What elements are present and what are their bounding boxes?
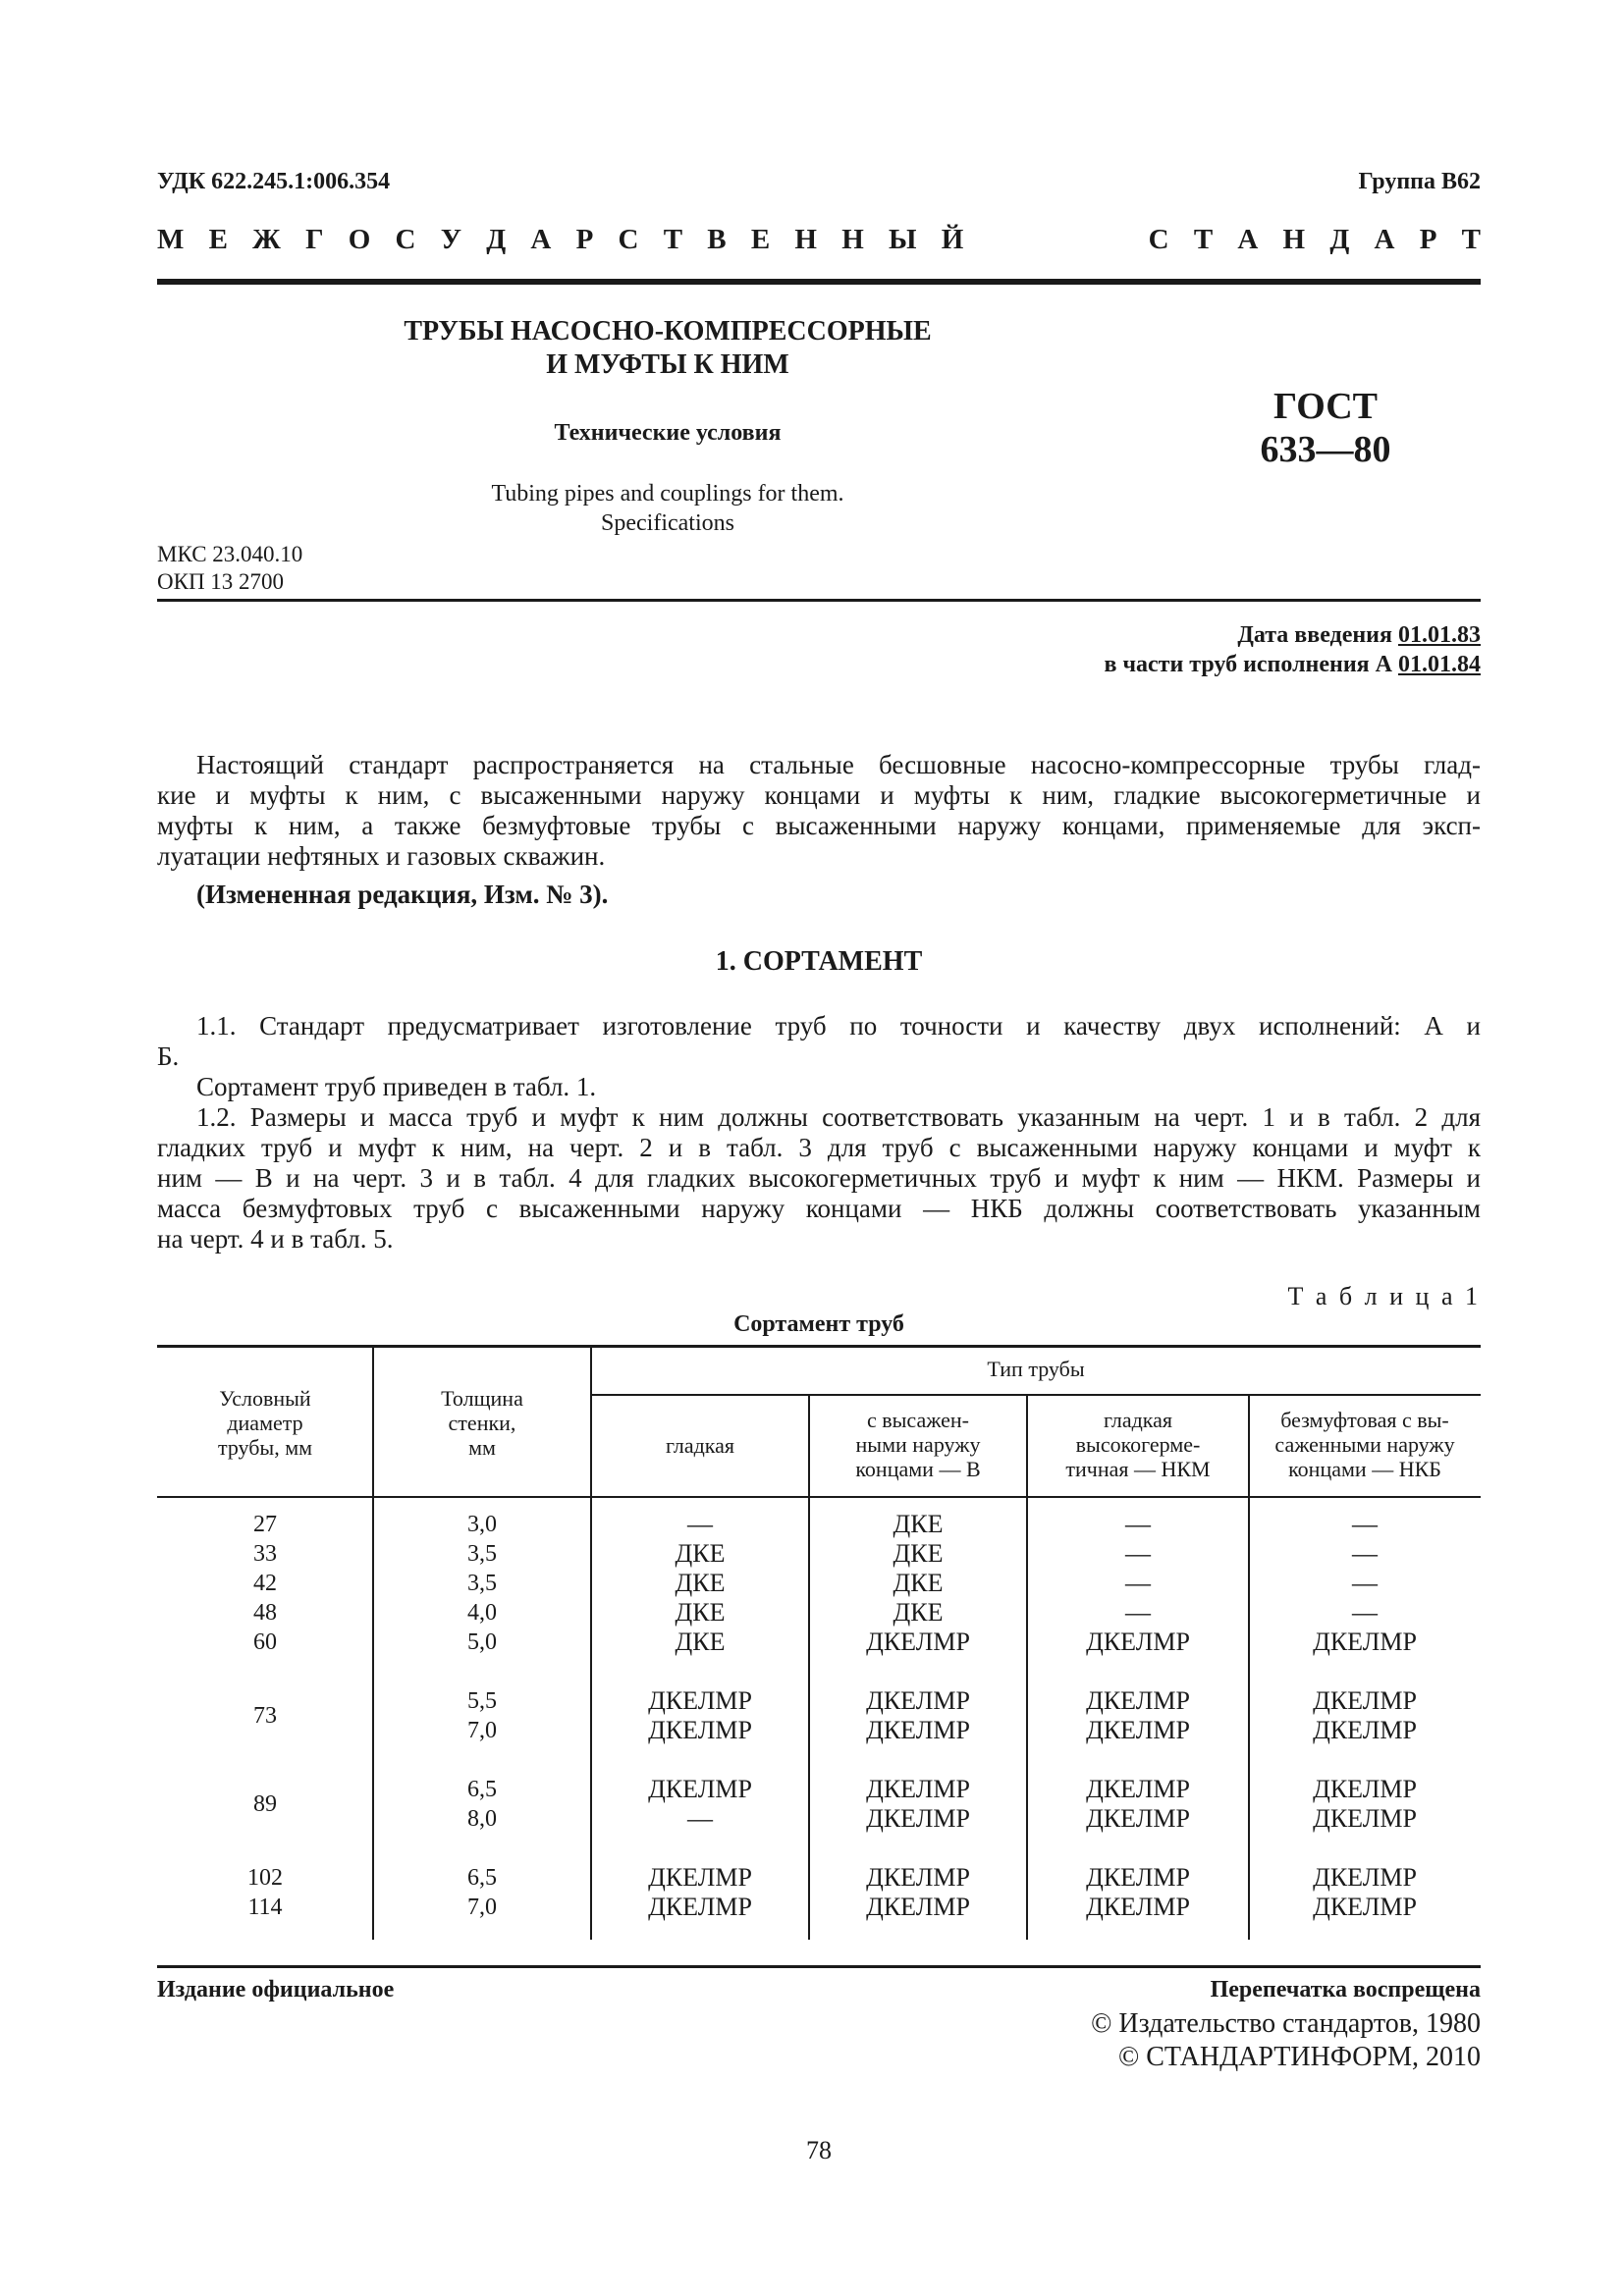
partA-date-label: в части труб исполнения А <box>1104 652 1392 677</box>
table-cell: — <box>687 1804 713 1833</box>
interstate-label: М Е Ж Г О С У Д А Р С Т В Е Н Н Ы Й <box>157 224 964 255</box>
table-caption: Сортамент труб <box>733 1311 904 1337</box>
header-diameter-l1: Условный <box>219 1386 311 1411</box>
table-cell: — <box>1352 1569 1378 1597</box>
table-cell: ДКЕЛМР <box>866 1686 970 1715</box>
table-cell: ДКЕЛМР <box>1313 1686 1417 1715</box>
header-smooth <box>591 1433 809 1458</box>
table-cell: 48 <box>253 1600 277 1626</box>
footer-rule <box>157 1965 1481 1968</box>
table-cell: — <box>1125 1539 1151 1568</box>
table-header-rule <box>157 1496 1481 1498</box>
copyright-1: © Издательство стандартов, 1980 <box>1091 2008 1481 2039</box>
header-nkm <box>1027 1408 1249 1481</box>
table-cell: — <box>1352 1539 1378 1568</box>
table-type-rule <box>591 1394 1481 1396</box>
header-nkm-l1: гладкая <box>1103 1408 1173 1432</box>
header-nkm-l3: тичная — НКМ <box>1065 1457 1211 1481</box>
table-cell: ДКЕЛМР <box>1086 1893 1190 1921</box>
intro-line-4: луатации нефтяных и газовых скважин. <box>157 841 606 871</box>
intro-date-label: Дата введения <box>1237 622 1392 648</box>
table-cell: 8,0 <box>467 1806 497 1832</box>
table-cell: 42 <box>253 1571 277 1596</box>
revision-note: (Измененная редакция, Изм. № 3). <box>196 880 609 909</box>
table-cell-diameter: 73 <box>253 1703 277 1729</box>
p3-line-1: 1.2. Размеры и масса труб и муфт к ним должны соответствовать указанным на черт. 1 и в табл. 2 для <box>196 1102 1481 1132</box>
table-cell: ДКЕ <box>675 1628 726 1656</box>
mks-code: МКС 23.040.10 <box>157 542 303 566</box>
p2-line: Сортамент труб приведен в табл. 1. <box>196 1072 597 1101</box>
section-heading: 1. СОРТАМЕНТ <box>715 946 923 977</box>
table-cell: ДКЕЛМР <box>1086 1775 1190 1803</box>
table-cell: ДКЕЛМР <box>648 1863 752 1892</box>
table-cell: ДКЕЛМР <box>1313 1863 1417 1892</box>
table-cell: 5,0 <box>467 1629 497 1655</box>
gost-label: ГОСТ <box>1272 386 1379 427</box>
table-cell: ДКЕ <box>893 1510 944 1538</box>
table-cell: ДКЕЛМР <box>866 1775 970 1803</box>
table-cell: ДКЕЛМР <box>1086 1716 1190 1744</box>
table-cell: ДКЕЛМР <box>1313 1716 1417 1744</box>
english-title-2: Specifications <box>601 510 734 536</box>
header-upset-l3: концами — В <box>855 1457 981 1481</box>
header-diameter <box>157 1386 373 1460</box>
table-cell: — <box>1125 1598 1151 1627</box>
english-title-1: Tubing pipes and couplings for them. <box>491 481 844 507</box>
table-cell: 114 <box>247 1895 283 1920</box>
table-label: Т а б л и ц а 1 <box>1287 1282 1481 1310</box>
table-cell: 5,5 <box>467 1688 497 1714</box>
table-cell: — <box>1352 1510 1378 1538</box>
intro-date-line <box>1237 622 1481 649</box>
p3-line-3: ним — В и на черт. 3 и в табл. 4 для гладких высокогерметичных труб и муфт к ним — НКМ. Размеры и <box>157 1163 1481 1193</box>
udk-code: УДК 622.245.1:006.354 <box>157 169 391 194</box>
p3-line-2: гладких труб и муфт к ним, на черт. 2 и в табл. 3 для труб с высаженными наружу концами и муфт к <box>157 1133 1481 1162</box>
table-cell: ДКЕЛМР <box>866 1863 970 1892</box>
table-cell: 4,0 <box>467 1600 497 1626</box>
table-cell: ДКЕ <box>893 1539 944 1568</box>
header-nkm-l2: высокогерме- <box>1075 1432 1201 1457</box>
reprint-note: Перепечатка воспрещена <box>1210 1977 1481 2002</box>
table-cell: 27 <box>253 1512 277 1537</box>
intro-line-2: кие и муфты к ним, с высаженными наружу концами и муфты к ним, гладкие высокогерметичные и <box>157 780 1481 810</box>
table-cell: ДКЕЛМР <box>648 1893 752 1921</box>
partA-date-value: 01.01.84 <box>1398 652 1481 677</box>
title-subtitle: Технические условия <box>554 420 782 446</box>
table-cell: ДКЕЛМР <box>1086 1628 1190 1656</box>
header-diameter-l2: диаметр <box>227 1411 303 1435</box>
p3-line-4: масса безмуфтовых труб с высаженными наружу концами — НКБ должны соответствовать указанным <box>157 1194 1481 1223</box>
p1-line-2: Б. <box>157 1041 180 1071</box>
title-line-2: И МУФТЫ К НИМ <box>546 349 789 380</box>
section-paragraphs <box>157 1011 1481 1255</box>
header-nkb <box>1249 1408 1481 1481</box>
title-rule <box>157 599 1481 602</box>
table-cell: 102 <box>247 1865 283 1891</box>
intro-line-1: Настоящий стандарт распространяется на стальные бесшовные насосно-компрессорные трубы глад- <box>196 750 1481 779</box>
table-cell: 3,0 <box>467 1512 497 1537</box>
table-cell: ДКЕЛМР <box>866 1716 970 1744</box>
table-cell: — <box>1352 1598 1378 1627</box>
table-cell: ДКЕЛМР <box>1086 1686 1190 1715</box>
header-thickness-l1: Толщина <box>441 1386 523 1411</box>
p1-line-1: 1.1. Стандарт предусматривает изготовление труб по точности и качеству двух исполнений: А и <box>196 1011 1481 1041</box>
header-type-group: Тип трубы <box>987 1357 1085 1381</box>
table-cell: 7,0 <box>467 1895 497 1920</box>
header-nkb-l1: безмуфтовая с вы- <box>1280 1408 1449 1432</box>
header-upset-l2: ными наружу <box>855 1432 981 1457</box>
table-cell: — <box>1125 1510 1151 1538</box>
page-number: 78 <box>806 2136 832 2164</box>
p3-line-5: на черт. 4 и в табл. 5. <box>157 1224 394 1254</box>
table-cell: 33 <box>253 1541 277 1567</box>
header-thickness-l2: стенки, <box>448 1411 516 1435</box>
header-smooth-l1: гладкая <box>665 1433 735 1458</box>
table-cell: — <box>1125 1569 1151 1597</box>
copyright-2: © СТАНДАРТИНФОРМ, 2010 <box>1117 2042 1481 2072</box>
table-cell: ДКЕЛМР <box>648 1716 752 1744</box>
table-cell: ДКЕ <box>675 1598 726 1627</box>
table-cell: ДКЕЛМР <box>648 1686 752 1715</box>
intro-line-3: муфты к ним, а также безмуфтовые трубы с высаженными наружу концами, применяемые для эксп- <box>157 811 1481 840</box>
table-cell: ДКЕЛМР <box>648 1775 752 1803</box>
edition-note: Издание официальное <box>157 1977 395 2002</box>
table-cell: ДКЕЛМР <box>1313 1804 1417 1833</box>
table-cell: ДКЕ <box>675 1539 726 1568</box>
table-cell: ДКЕЛМР <box>866 1804 970 1833</box>
table-cell-diameter: 89 <box>253 1791 277 1817</box>
table-cell: 6,5 <box>467 1865 497 1891</box>
okp-code: ОКП 13 2700 <box>157 569 285 594</box>
table-cell: ДКЕ <box>893 1598 944 1627</box>
header-upset-l1: с высажен- <box>866 1408 969 1432</box>
header-diameter-l3: трубы, мм <box>217 1435 313 1460</box>
table-cell: 3,5 <box>467 1541 497 1567</box>
table-cell: ДКЕЛМР <box>866 1628 970 1656</box>
header-rule <box>157 279 1481 285</box>
intro-paragraph <box>157 750 1481 872</box>
table-cell: ДКЕЛМР <box>1313 1893 1417 1921</box>
table-cell: ДКЕЛМР <box>1313 1628 1417 1656</box>
header-thickness <box>373 1386 591 1460</box>
table-cell: 3,5 <box>467 1571 497 1596</box>
title-line-1: ТРУБЫ НАСОСНО-КОМПРЕССОРНЫЕ <box>404 316 932 347</box>
intro-date-value: 01.01.83 <box>1398 622 1481 648</box>
partA-date-line <box>1105 652 1481 678</box>
table-cell: ДКЕЛМР <box>1086 1863 1190 1892</box>
gost-number: 633—80 <box>1260 429 1391 470</box>
table-cell: ДКЕ <box>893 1569 944 1597</box>
header-upset <box>809 1408 1027 1481</box>
header-thickness-l3: мм <box>468 1435 496 1460</box>
table-top-rule <box>157 1345 1481 1348</box>
table-cell: 60 <box>253 1629 277 1655</box>
table-cell: — <box>687 1510 713 1538</box>
table-cell: ДКЕЛМР <box>1086 1804 1190 1833</box>
table-cell: 7,0 <box>467 1718 497 1743</box>
table-cell: 6,5 <box>467 1777 497 1802</box>
header-nkb-l3: концами — НКБ <box>1288 1457 1441 1481</box>
group-code: Группа В62 <box>1358 169 1481 194</box>
table-cell: ДКЕЛМР <box>1313 1775 1417 1803</box>
standard-label: С Т А Н Д А Р Т <box>1148 224 1481 255</box>
header-nkb-l2: саженными наружу <box>1274 1432 1455 1457</box>
table-cell: ДКЕ <box>675 1569 726 1597</box>
table-cell: ДКЕЛМР <box>866 1893 970 1921</box>
